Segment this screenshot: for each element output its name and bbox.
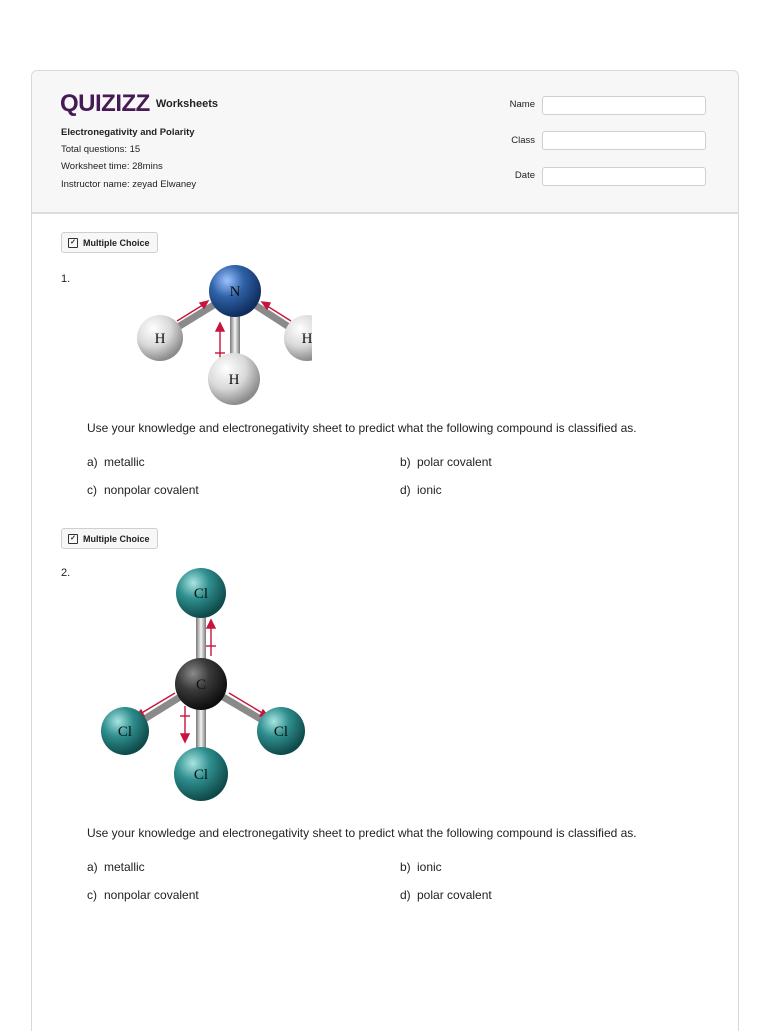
checkbox-icon: ✓ [68,238,78,248]
quizizz-logo: QUIZIZZ [60,90,150,117]
worksheet-header [32,71,738,214]
answer-option-d[interactable]: d) ionic [400,483,442,497]
instructor-name: Instructor name: zeyad Elwaney [61,179,197,190]
atom-label: N [229,284,241,300]
carbon-tetrachloride-molecule-image [97,566,312,806]
date-label: Date [514,170,535,181]
badge-label: Multiple Choice [83,237,150,248]
badge-label: Multiple Choice [83,533,150,544]
name-field[interactable] [542,96,706,115]
answer-option-b[interactable]: b) polar covalent [400,455,492,469]
name-label: Name [509,99,535,110]
question-text: Use your knowledge and electronegativity sheet to predict what the following compound is classified as. [87,826,637,840]
atom-label: H [301,331,312,347]
answer-option-d[interactable]: d) polar covalent [400,888,492,902]
logo-subtitle: Worksheets [155,98,218,110]
checkbox-icon: ✓ [68,534,78,544]
question-type-badge [61,232,158,253]
answer-option-b[interactable]: b) ionic [400,860,442,874]
answer-option-c[interactable]: c) nonpolar covalent [87,483,199,497]
worksheet-time: Worksheet time: 28mins [61,161,163,172]
atom-label: Cl [273,724,289,740]
worksheet-title: Electronegativity and Polarity [61,127,195,138]
question-number: 2. [61,567,71,579]
atom-label: Cl [193,586,209,602]
atom-label: Cl [117,724,133,740]
atom-label: H [228,372,240,388]
total-questions: Total questions: 15 [61,144,141,155]
answer-option-c[interactable]: c) nonpolar covalent [87,888,199,902]
ammonia-molecule-image [102,261,312,406]
question-type-badge [61,528,158,549]
question-number: 1. [61,273,71,285]
answer-option-a[interactable]: a) metallic [87,860,145,874]
atom-label: Cl [193,767,209,783]
date-field[interactable] [542,167,706,186]
answer-option-a[interactable]: a) metallic [87,455,145,469]
atom-label: H [154,331,166,347]
brand [60,90,218,118]
class-field[interactable] [542,131,706,150]
question-text: Use your knowledge and electronegativity sheet to predict what the following compound is classified as. [87,421,637,435]
class-label: Class [511,135,535,146]
worksheet [31,70,739,1031]
atom-label: C [195,677,207,693]
